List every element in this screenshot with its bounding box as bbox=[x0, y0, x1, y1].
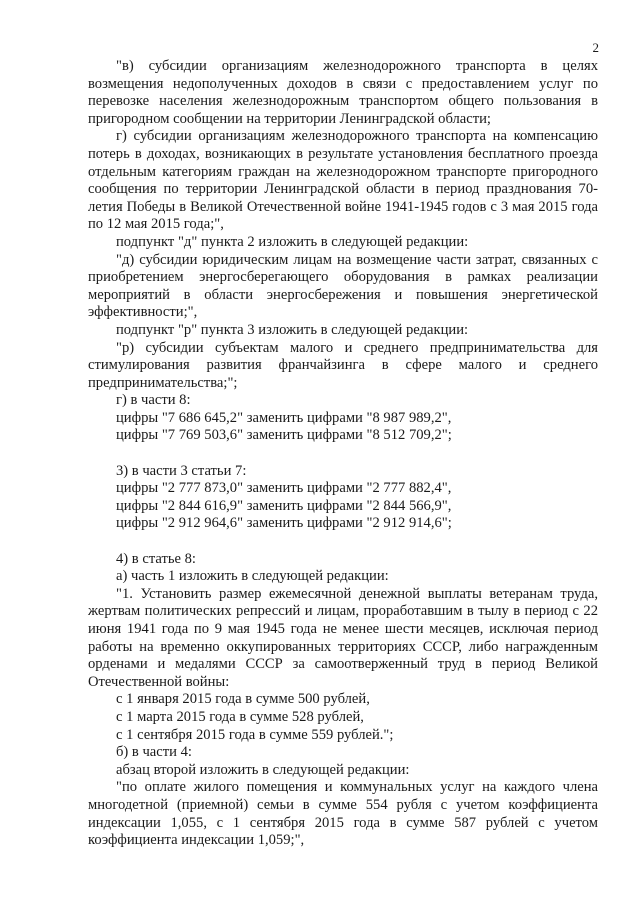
document-body bbox=[88, 58, 598, 850]
paragraph: "в) субсидии организациям железнодорожного транспорта в целях возмещения недополученных доходов в связи с предоставлением услуг по перевозке населения железнодорожным транспортом общего пользования в пригородном сообщении на территории Ленинградской области; bbox=[88, 58, 598, 127]
paragraph: абзац второй изложить в следующей редакции: bbox=[116, 761, 410, 778]
paragraph: с 1 января 2015 года в сумме 500 рублей, bbox=[116, 691, 370, 708]
paragraph: а) часть 1 изложить в следующей редакции: bbox=[116, 568, 389, 585]
paragraph: б) в части 4: bbox=[116, 744, 192, 761]
paragraph: цифры "7 769 503,6" заменить цифрами "8 512 709,2"; bbox=[116, 427, 452, 444]
paragraph: цифры "2 777 873,0" заменить цифрами "2 777 882,4", bbox=[116, 480, 452, 497]
paragraph: цифры "2 844 616,9" заменить цифрами "2 844 566,9", bbox=[116, 497, 452, 514]
paragraph: 3) в части 3 статьи 7: bbox=[116, 462, 247, 479]
page-number: 2 bbox=[592, 40, 599, 55]
paragraph: г) субсидии организациям железнодорожного транспорта на компенсацию потерь в доходах, возникающих в результате установления бесплатного проезда отдельным категориям граждан на железнодорожном транспорте пригородного сообщения по территории Ленинградской области в период празднования 70-летия Победы в Великой Отечественной войне 1941-1945 годов с 3 мая 2015 года по 12 мая 2015 года;", bbox=[88, 128, 598, 233]
paragraph: подпункт "р" пункта 3 изложить в следующей редакции: bbox=[116, 321, 469, 338]
paragraph: 4) в статье 8: bbox=[116, 550, 196, 567]
paragraph: цифры "7 686 645,2" заменить цифрами "8 987 989,2", bbox=[116, 409, 452, 426]
paragraph: с 1 сентября 2015 года в сумме 559 рублей."; bbox=[116, 726, 394, 743]
paragraph: "р) субсидии субъектам малого и среднего предпринимательства для стимулирования развития франчайзинга в сфере малого и среднего предпринимательства;"; bbox=[88, 339, 598, 391]
paragraph-gap bbox=[88, 533, 598, 551]
paragraph-gap bbox=[88, 445, 598, 463]
paragraph: подпункт "д" пункта 2 изложить в следующей редакции: bbox=[116, 233, 469, 250]
paragraph: "по оплате жилого помещения и коммунальных услуг на каждого члена многодетной (приемной) семьи в сумме 554 рубля с учетом коэффициента индексации 1,055, с 1 сентября 2015 года в сумме 587 рублей с учетом коэффициента индексации 1,059;", bbox=[88, 779, 598, 849]
paragraph: с 1 марта 2015 года в сумме 528 рублей, bbox=[116, 708, 364, 725]
paragraph: "1. Установить размер ежемесячной денежной выплаты ветеранам труда, жертвам политических репрессий и лицам, проработавшим в тылу в период с 22 июня 1941 года по 9 мая 1945 года не менее шести месяцев, исключая период работы на временно оккупированных территориях СССР, либо награжденным орденами и медалями СССР за самоотверженный труд в период Великой Отечественной войны: bbox=[88, 585, 598, 690]
paragraph: г) в части 8: bbox=[116, 392, 191, 409]
paragraph: "д) субсидии юридическим лицам на возмещение части затрат, связанных с приобретением энергосберегающего оборудования в рамках реализации мероприятий в области энергосбережения и повышения энергетической эффективности;", bbox=[88, 251, 598, 321]
paragraph: цифры "2 912 964,6" заменить цифрами "2 912 914,6"; bbox=[116, 515, 452, 532]
